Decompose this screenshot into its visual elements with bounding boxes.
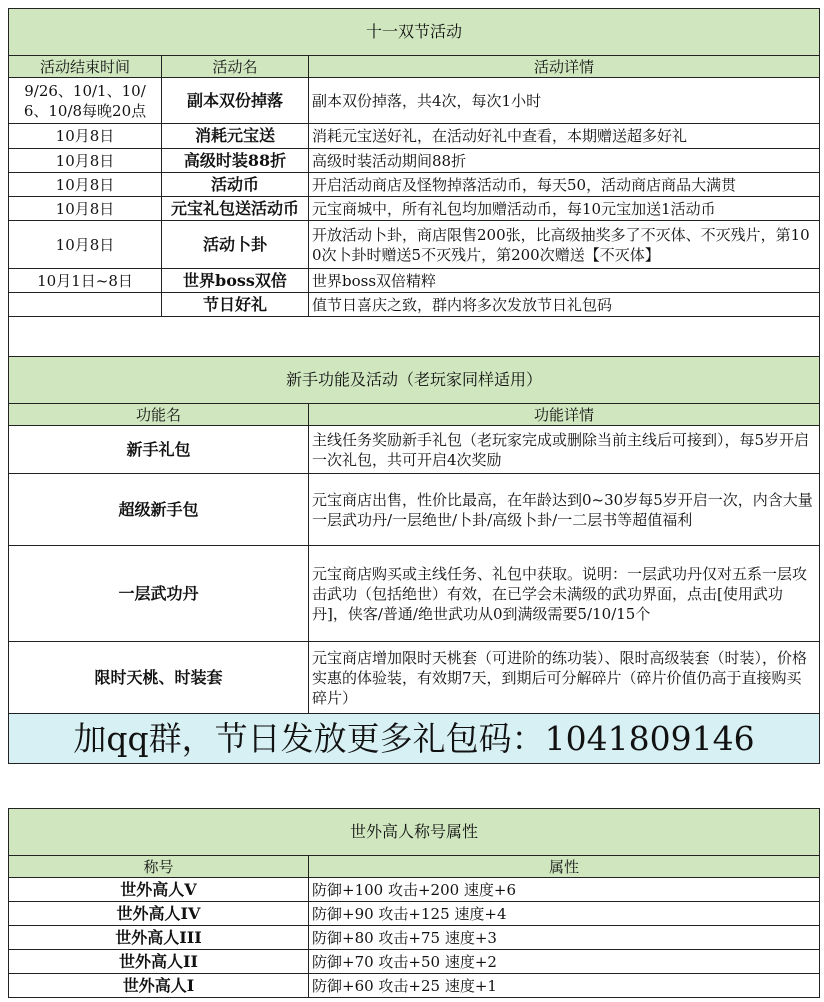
- title-attr: 防御+80 攻击+75 速度+3: [309, 926, 820, 950]
- section1-title: 十一双节活动: [9, 9, 820, 56]
- header-feature-name: 功能名: [9, 404, 309, 426]
- feature-name: 超级新手包: [9, 474, 309, 546]
- header-feature-detail: 功能详情: [309, 404, 820, 426]
- title-attr: 防御+90 攻击+125 速度+4: [309, 902, 820, 926]
- feature-name: 一层武功丹: [9, 546, 309, 642]
- event-detail: 消耗元宝送好礼，在活动好礼中查看，本期赠送超多好礼: [309, 124, 820, 149]
- event-time: 10月1日~8日: [9, 269, 162, 293]
- event-name: 元宝礼包送活动币: [162, 197, 309, 221]
- newbie-features-table: [8, 356, 820, 764]
- section2-title: 新手功能及活动（老玩家同样适用）: [9, 357, 820, 404]
- feature-detail: 元宝商店增加限时天桃套（可进阶的练功装）、限时高级装套（时装），价格实惠的体验装，有效期7天，到期后可分解碎片（碎片价值仍高于直接购买碎片）: [309, 642, 820, 714]
- header-title-attr: 属性: [309, 856, 820, 878]
- holiday-events-table: [8, 8, 820, 357]
- title-attributes-table: [8, 808, 820, 998]
- event-name: 节日好礼: [162, 293, 309, 317]
- event-detail: 世界boss双倍精粹: [309, 269, 820, 293]
- event-detail: 开启活动商店及怪物掉落活动币，每天50，活动商店商品大满贯: [309, 173, 820, 197]
- event-detail: 元宝商城中，所有礼包均加赠活动币，每10元宝加送1活动币: [309, 197, 820, 221]
- event-time: 10月8日: [9, 221, 162, 269]
- header-event-name: 活动名: [162, 56, 309, 78]
- feature-name: 新手礼包: [9, 426, 309, 474]
- header-event-detail: 活动详情: [309, 56, 820, 78]
- event-detail: 副本双份掉落，共4次，每次1小时: [309, 78, 820, 124]
- event-time: 10月8日: [9, 173, 162, 197]
- title-name: 世外高人IV: [9, 902, 309, 926]
- event-time: [9, 293, 162, 317]
- title-attr: 防御+60 攻击+25 速度+1: [309, 974, 820, 998]
- header-title-name: 称号: [9, 856, 309, 878]
- title-attr: 防御+100 攻击+200 速度+6: [309, 878, 820, 902]
- header-end-time: 活动结束时间: [9, 56, 162, 78]
- event-detail: 开放活动卜卦，商店限售200张，比高级抽奖多了不灭体、不灭残片，第100次卜卦时赠送5不灭残片，第200次赠送【不灭体】: [309, 221, 820, 269]
- section3-title: 世外高人称号属性: [9, 809, 820, 856]
- title-name: 世外高人III: [9, 926, 309, 950]
- event-name: 活动币: [162, 173, 309, 197]
- event-name: 活动卜卦: [162, 221, 309, 269]
- title-name: 世外高人I: [9, 974, 309, 998]
- event-time: 10月8日: [9, 197, 162, 221]
- spacer-row: [9, 317, 820, 357]
- feature-detail: 元宝商店购买或主线任务、礼包中获取。说明：一层武功丹仅对五系一层攻击武功（包括绝世）有效，在已学会未满级的武功界面，点击[使用武功丹]，侠客/普通/绝世武功从0到满级需要5/10/15个: [309, 546, 820, 642]
- event-name: 世界boss双倍: [162, 269, 309, 293]
- event-name: 高级时装88折: [162, 149, 309, 173]
- event-time: 9/26、10/1、10/6、10/8每晚20点: [9, 78, 162, 124]
- title-name: 世外高人V: [9, 878, 309, 902]
- qq-group-banner: 加qq群，节日发放更多礼包码：1041809146: [9, 714, 820, 764]
- event-time: 10月8日: [9, 149, 162, 173]
- event-name: 消耗元宝送: [162, 124, 309, 149]
- event-detail: 高级时装活动期间88折: [309, 149, 820, 173]
- event-time: 10月8日: [9, 124, 162, 149]
- event-name: 副本双份掉落: [162, 78, 309, 124]
- event-detail: 值节日喜庆之致，群内将多次发放节日礼包码: [309, 293, 820, 317]
- title-attr: 防御+70 攻击+50 速度+2: [309, 950, 820, 974]
- feature-detail: 元宝商店出售，性价比最高，在年龄达到0~30岁每5岁开启一次，内含大量一层武功丹/一层绝世/卜卦/高级卜卦/一二层书等超值福利: [309, 474, 820, 546]
- title-name: 世外高人II: [9, 950, 309, 974]
- feature-detail: 主线任务奖励新手礼包（老玩家完成或删除当前主线后可接到），每5岁开启一次礼包，共可开启4次奖励: [309, 426, 820, 474]
- feature-name: 限时天桃、时装套: [9, 642, 309, 714]
